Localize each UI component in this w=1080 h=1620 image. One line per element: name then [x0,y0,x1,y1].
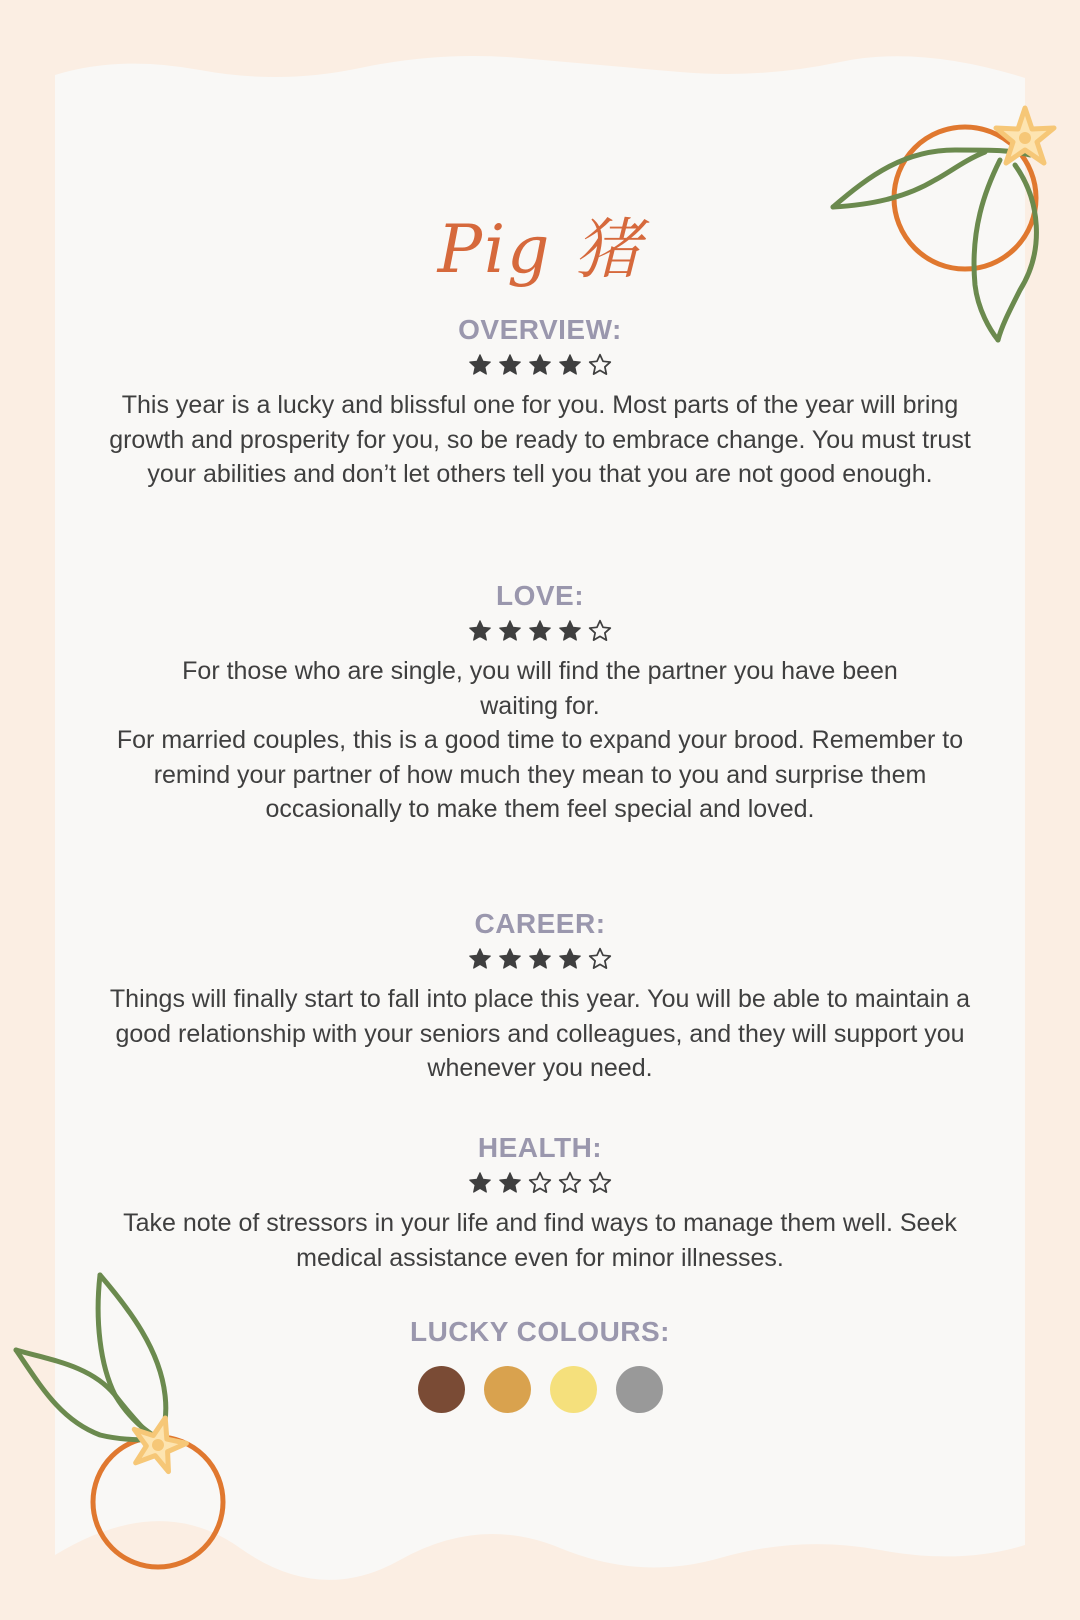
star-rating [100,352,980,380]
star-rating [100,618,980,646]
star-filled-icon [527,352,553,380]
section-heading: OVERVIEW: [458,314,622,345]
section-heading: CAREER: [474,908,606,939]
star-filled-icon [497,1170,523,1198]
color-swatch [616,1366,663,1413]
star-filled-icon [497,618,523,646]
paragraph: For married couples, this is a good time to expand your brood. Remember to remind your partner of how much they mean to you and surprise them occasionally to make them feel special and loved. [116,726,964,823]
section-career [100,908,980,1086]
section-body [100,982,980,1086]
star-rating [100,1170,980,1198]
section-lucky-colours [100,1316,980,1413]
star-filled-icon [467,1170,493,1198]
star-outline-icon [587,1170,613,1198]
section-body [100,388,980,492]
star-filled-icon [467,946,493,974]
section-health [100,1132,980,1275]
star-rating [100,946,980,974]
page-title: Pig 猪 [437,211,643,288]
star-filled-icon [497,352,523,380]
color-swatch [418,1366,465,1413]
star-outline-icon [557,1170,583,1198]
star-filled-icon [467,618,493,646]
color-swatch [550,1366,597,1413]
section-heading: HEALTH: [477,1132,603,1163]
star-outline-icon [527,1170,553,1198]
paragraph: For those who are single, you will find the partner you have been waiting for. [182,657,898,720]
star-outline-icon [587,618,613,646]
star-filled-icon [497,946,523,974]
color-swatches [100,1366,980,1413]
star-filled-icon [557,946,583,974]
paragraph: This year is a lucky and blissful one for you. Most parts of the year will bring growth and prosperity for you, so be ready to embrace change. You must trust your abilities and don’t let others tell you that you are not good enough. [109,391,971,488]
star-outline-icon [587,946,613,974]
section-overview [100,314,980,492]
section-body [100,1206,980,1275]
star-filled-icon [527,618,553,646]
section-heading: LUCKY COLOURS: [409,1316,671,1347]
star-filled-icon [557,618,583,646]
paragraph: Things will finally start to fall into place this year. You will be able to maintain a good relationship with your seniors and colleagues, and they will support you whenever you need. [109,985,971,1082]
paragraph: Take note of stressors in your life and find ways to manage them well. Seek medical assistance even for minor illnesses. [123,1209,957,1272]
section-body [100,654,980,827]
star-outline-icon [587,352,613,380]
star-filled-icon [527,946,553,974]
section-love [100,580,980,827]
star-filled-icon [467,352,493,380]
section-heading: LOVE: [495,580,585,611]
color-swatch [484,1366,531,1413]
star-filled-icon [557,352,583,380]
